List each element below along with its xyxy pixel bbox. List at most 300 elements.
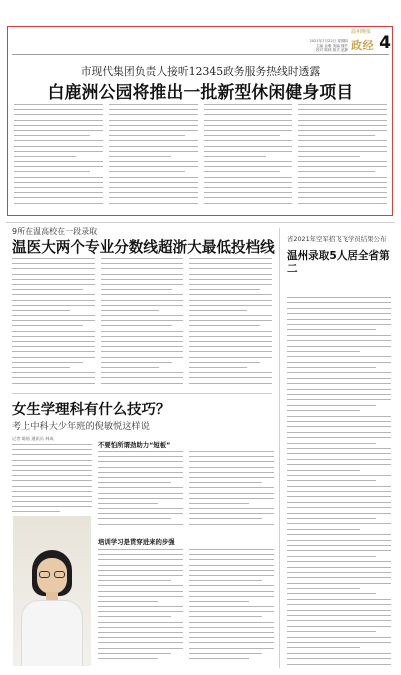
text-line <box>287 610 391 611</box>
body-column <box>14 104 103 210</box>
text-line <box>12 300 95 301</box>
text-line <box>287 502 391 503</box>
text-line <box>12 511 60 512</box>
page-number: 4 <box>379 33 391 53</box>
text-line <box>98 554 183 555</box>
text-line <box>14 125 103 126</box>
text-line <box>287 389 391 390</box>
text-line <box>287 653 391 654</box>
text-line <box>12 470 92 471</box>
text-line <box>12 367 70 368</box>
text-line <box>12 506 92 507</box>
text-line <box>98 616 171 617</box>
text-line <box>298 203 387 204</box>
text-line <box>12 480 92 481</box>
text-line <box>204 161 293 162</box>
text-line <box>189 616 262 617</box>
text-line <box>287 615 391 616</box>
article-1-headline: 白鹿洲公园将推出一批新型休闲健身项目 <box>47 82 354 102</box>
text-line <box>204 114 293 115</box>
text-line <box>189 263 272 264</box>
text-line <box>14 171 90 172</box>
text-line <box>189 258 272 259</box>
text-line <box>189 336 272 337</box>
text-line <box>101 325 172 326</box>
text-line <box>298 171 374 172</box>
text-line <box>287 432 391 433</box>
text-line <box>98 585 183 586</box>
text-line <box>189 482 262 483</box>
text-line <box>14 109 103 110</box>
article-3-subhead: 考上中科大少年班的倪敏悦这样说 <box>12 421 150 432</box>
text-line <box>101 263 184 264</box>
article-2-kicker: 9所在温高校在一段录取 <box>12 227 98 236</box>
text-line <box>189 315 272 316</box>
sidebar-headline: 温州录取5人居全省第二 <box>287 250 390 275</box>
text-line <box>189 606 274 607</box>
text-line <box>101 258 184 259</box>
article-2-headline: 温医大两个专业分数线超浙大最低投档线 <box>12 239 275 256</box>
text-line <box>12 449 92 450</box>
text-line <box>14 161 103 162</box>
text-line <box>287 507 391 508</box>
text-line <box>189 472 274 473</box>
text-line <box>298 166 387 167</box>
text-line <box>189 289 260 290</box>
text-line <box>109 114 198 115</box>
text-line <box>109 156 171 157</box>
text-line <box>12 475 92 476</box>
text-line <box>287 372 391 373</box>
sidebar-kicker: 省2021年空军招飞飞学员结果公布 <box>287 235 387 243</box>
text-line <box>101 274 184 275</box>
text-line <box>98 653 171 654</box>
text-line <box>287 642 391 643</box>
text-line <box>12 294 95 295</box>
text-line <box>98 493 183 494</box>
article-3-body <box>98 549 274 667</box>
article-1-kicker: 市现代集团负责人接听12345政务服务热线时透露 <box>80 65 321 78</box>
article-3-headline: 女生学理科有什么技巧？ <box>12 402 171 418</box>
text-line <box>204 182 293 183</box>
text-line <box>109 140 198 141</box>
text-line <box>98 477 183 478</box>
text-line <box>98 503 158 504</box>
text-line <box>287 561 391 562</box>
text-line <box>98 606 183 607</box>
text-line <box>287 567 391 568</box>
masthead-rule <box>12 54 389 55</box>
text-line <box>189 305 272 306</box>
text-line <box>189 585 274 586</box>
text-line <box>204 171 280 172</box>
text-line <box>98 451 183 452</box>
text-line <box>204 146 293 147</box>
text-line <box>109 120 198 121</box>
text-line <box>12 501 92 502</box>
text-line <box>12 491 92 492</box>
text-line <box>287 399 391 400</box>
text-line <box>189 524 274 525</box>
text-line <box>287 577 391 578</box>
text-line <box>287 599 391 600</box>
text-line <box>12 486 92 487</box>
masthead-brand: 温州晚报 <box>350 29 371 35</box>
text-line <box>189 351 272 352</box>
text-line <box>287 631 376 632</box>
text-line <box>189 658 249 659</box>
text-line <box>189 642 274 643</box>
text-line <box>298 135 374 136</box>
text-line <box>298 140 387 141</box>
text-line <box>12 284 95 285</box>
text-line <box>287 620 391 621</box>
text-line <box>101 310 159 311</box>
text-line <box>287 470 360 471</box>
text-line <box>189 637 274 638</box>
text-line <box>298 130 387 131</box>
text-line <box>287 437 391 438</box>
text-line <box>298 192 387 193</box>
text-line <box>14 203 103 204</box>
text-line <box>98 549 183 550</box>
text-line <box>189 456 274 457</box>
text-line <box>98 472 183 473</box>
text-line <box>189 498 274 499</box>
text-line <box>204 120 293 121</box>
text-line <box>287 367 376 368</box>
text-line <box>109 182 198 183</box>
text-line <box>287 459 391 460</box>
text-line <box>14 187 103 188</box>
text-line <box>101 367 159 368</box>
text-line <box>98 467 183 468</box>
text-line <box>189 377 272 378</box>
text-line <box>287 572 391 573</box>
text-line <box>287 550 391 551</box>
text-line <box>298 109 387 110</box>
text-line <box>287 421 391 422</box>
text-line <box>298 177 387 178</box>
text-line <box>98 508 183 509</box>
text-line <box>189 383 272 384</box>
text-line <box>101 268 184 269</box>
text-line <box>287 335 391 336</box>
text-line <box>287 513 391 514</box>
text-line <box>298 182 387 183</box>
text-line <box>287 308 391 309</box>
text-line <box>109 161 198 162</box>
text-line <box>298 120 387 121</box>
text-line <box>189 279 272 280</box>
text-line <box>101 331 184 332</box>
text-line <box>189 565 274 566</box>
text-line <box>287 319 391 320</box>
text-line <box>109 104 198 105</box>
text-line <box>189 346 272 347</box>
text-line <box>287 556 376 557</box>
text-line <box>12 268 95 269</box>
body-column <box>101 258 184 388</box>
article-3-section-heading: 培训学习是贯穿进来的步强 <box>98 538 175 546</box>
masthead-meta <box>296 39 348 52</box>
text-line <box>14 151 103 152</box>
text-line <box>101 279 184 280</box>
text-line <box>189 611 274 612</box>
body-column <box>204 104 293 210</box>
text-line <box>98 627 183 628</box>
text-line <box>101 362 172 363</box>
text-line <box>12 279 95 280</box>
text-line <box>101 300 184 301</box>
masthead <box>296 30 391 52</box>
text-line <box>189 580 262 581</box>
body-column <box>298 104 387 210</box>
text-line <box>287 593 376 594</box>
text-line <box>287 475 391 476</box>
text-line <box>12 305 95 306</box>
text-line <box>12 274 95 275</box>
text-line <box>287 405 376 406</box>
text-line <box>287 416 391 417</box>
text-line <box>189 310 247 311</box>
text-line <box>189 601 249 602</box>
text-line <box>98 622 183 623</box>
text-line <box>189 320 272 321</box>
text-line <box>287 534 391 535</box>
section-divider <box>6 222 395 223</box>
text-line <box>12 351 95 352</box>
text-line <box>98 658 158 659</box>
text-line <box>287 518 376 519</box>
article-2-body <box>12 258 272 388</box>
body-column <box>12 258 95 388</box>
text-line <box>298 104 387 105</box>
text-line <box>189 341 272 342</box>
text-line <box>204 177 293 178</box>
text-line <box>14 114 103 115</box>
text-line <box>109 192 198 193</box>
text-line <box>12 258 95 259</box>
text-line <box>14 130 103 131</box>
text-line <box>189 570 274 571</box>
text-line <box>189 627 274 628</box>
text-line <box>189 622 274 623</box>
text-line <box>98 524 183 525</box>
text-line <box>204 156 266 157</box>
text-line <box>189 274 272 275</box>
body-column <box>189 549 274 667</box>
text-line <box>189 648 274 649</box>
text-line <box>189 461 274 462</box>
text-line <box>109 109 198 110</box>
text-line <box>204 197 293 198</box>
text-line <box>98 456 183 457</box>
text-line <box>98 565 183 566</box>
text-line <box>189 554 274 555</box>
text-line <box>189 300 272 301</box>
text-line <box>204 130 293 131</box>
text-line <box>14 192 103 193</box>
text-line <box>101 341 184 342</box>
body-column <box>98 451 183 531</box>
text-line <box>189 632 274 633</box>
text-line <box>14 140 103 141</box>
body-column <box>287 297 391 665</box>
text-line <box>101 320 184 321</box>
text-line <box>12 310 70 311</box>
text-line <box>298 146 387 147</box>
text-line <box>101 284 184 285</box>
text-line <box>287 604 391 605</box>
text-line <box>189 559 274 560</box>
text-line <box>101 289 172 290</box>
text-line <box>287 297 391 298</box>
text-line <box>189 268 272 269</box>
text-line <box>14 120 103 121</box>
text-line <box>14 166 103 167</box>
text-line <box>101 372 184 373</box>
text-line <box>109 146 198 147</box>
text-line <box>98 648 183 649</box>
text-line <box>101 383 184 384</box>
text-line <box>12 315 95 316</box>
sidebar-body <box>287 297 391 665</box>
text-line <box>14 156 76 157</box>
text-line <box>189 508 274 509</box>
text-line <box>109 171 185 172</box>
text-line <box>98 487 183 488</box>
text-line <box>189 513 274 514</box>
article-1-body <box>14 104 387 210</box>
text-line <box>287 340 391 341</box>
text-line <box>287 588 360 589</box>
text-line <box>98 580 171 581</box>
text-line <box>101 351 184 352</box>
text-line <box>12 496 92 497</box>
portrait-photo <box>13 516 91 666</box>
text-line <box>204 187 293 188</box>
text-line <box>287 664 391 665</box>
text-line <box>189 357 272 358</box>
text-line <box>14 146 103 147</box>
body-column <box>189 451 274 531</box>
text-line <box>98 498 183 499</box>
text-line <box>287 448 391 449</box>
text-line <box>98 570 183 571</box>
text-line <box>287 496 391 497</box>
text-line <box>109 130 198 131</box>
text-line <box>12 454 92 455</box>
text-line <box>287 658 391 659</box>
byline: 记者 陈贻 通讯员 林成 <box>12 436 54 441</box>
text-line <box>101 346 184 347</box>
text-line <box>287 540 391 541</box>
text-line <box>109 166 198 167</box>
text-line <box>298 187 387 188</box>
text-line <box>204 104 293 105</box>
text-line <box>287 362 391 363</box>
text-line <box>189 467 274 468</box>
text-line <box>98 518 171 519</box>
text-line <box>98 575 183 576</box>
text-line <box>298 114 387 115</box>
masthead-meta-line: 2021年7月22日 星期四 <box>309 39 349 44</box>
text-line <box>98 513 183 514</box>
text-line <box>189 518 262 519</box>
text-line <box>12 377 95 378</box>
text-line <box>287 313 391 314</box>
text-line <box>287 410 360 411</box>
text-line <box>287 426 391 427</box>
text-line <box>98 559 183 560</box>
text-line <box>101 305 184 306</box>
text-line <box>98 591 183 592</box>
text-line <box>189 325 260 326</box>
text-line <box>98 601 158 602</box>
text-line <box>298 125 387 126</box>
text-line <box>287 356 391 357</box>
text-line <box>12 444 92 445</box>
text-line <box>109 187 198 188</box>
article-3-body <box>98 451 274 531</box>
text-line <box>14 177 103 178</box>
text-line <box>12 357 95 358</box>
text-line <box>109 203 198 204</box>
text-line <box>109 197 198 198</box>
text-line <box>189 591 274 592</box>
text-line <box>12 320 95 321</box>
text-line <box>98 642 183 643</box>
text-line <box>204 203 293 204</box>
text-line <box>287 394 391 395</box>
text-line <box>189 331 272 332</box>
text-line <box>287 480 376 481</box>
text-line <box>189 284 272 285</box>
text-line <box>189 372 272 373</box>
text-line <box>287 529 360 530</box>
text-line <box>98 637 183 638</box>
text-line <box>98 611 183 612</box>
text-line <box>14 135 90 136</box>
section-divider <box>12 393 272 394</box>
text-line <box>189 477 274 478</box>
text-line <box>287 346 391 347</box>
text-line <box>287 351 360 352</box>
text-line <box>287 464 391 465</box>
text-line <box>98 596 183 597</box>
text-line <box>287 302 391 303</box>
text-line <box>204 140 293 141</box>
text-line <box>12 336 95 337</box>
text-line <box>204 109 293 110</box>
article-3-intro <box>12 444 92 517</box>
text-line <box>12 460 92 461</box>
text-line <box>109 125 198 126</box>
section-title: 政经 <box>351 39 375 52</box>
text-line <box>287 443 376 444</box>
article-3-section-heading: 不要怕所谓劲助力“短板” <box>98 441 171 449</box>
text-line <box>298 151 387 152</box>
text-line <box>109 177 198 178</box>
body-column <box>98 549 183 667</box>
text-line <box>189 294 272 295</box>
text-line <box>287 545 391 546</box>
text-line <box>287 583 391 584</box>
text-line <box>189 362 260 363</box>
text-line <box>287 378 391 379</box>
text-line <box>189 549 274 550</box>
